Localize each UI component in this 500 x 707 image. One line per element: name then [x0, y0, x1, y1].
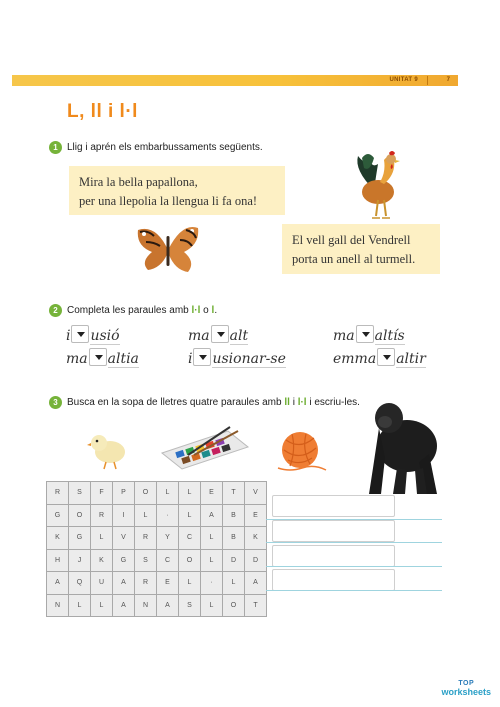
page-title: L, ll i l·l	[67, 101, 138, 122]
grid-cell[interactable]: G	[47, 504, 69, 527]
grid-row	[47, 572, 267, 595]
word-3-before: ma	[333, 328, 355, 344]
top-worksheets-logo	[441, 680, 491, 697]
grid-cell[interactable]: L	[91, 594, 113, 617]
answer-line-2	[266, 542, 442, 543]
grid-cell[interactable]: U	[91, 572, 113, 595]
answer-input-3[interactable]	[272, 545, 395, 567]
logo-bottom: worksheets	[441, 687, 491, 697]
grid-cell[interactable]: K	[91, 549, 113, 572]
option-ll-dot: l·l	[191, 305, 201, 316]
logo-top: TOP	[458, 680, 475, 687]
word-1-dropdown[interactable]	[71, 325, 89, 343]
word-search-grid	[46, 481, 267, 617]
grid-cell[interactable]: ·	[201, 572, 223, 595]
grid-row	[47, 527, 267, 550]
rooster-image	[344, 150, 408, 222]
grid-cell[interactable]: A	[113, 572, 135, 595]
chick-image	[86, 430, 130, 470]
grid-cell[interactable]: E	[157, 572, 179, 595]
grid-cell[interactable]: R	[47, 482, 69, 505]
grid-cell[interactable]: L	[201, 549, 223, 572]
exercise-2-text-post: .	[214, 305, 218, 316]
grid-cell[interactable]: L	[157, 482, 179, 505]
grid-cell[interactable]: D	[223, 549, 245, 572]
tongue-twister-2-line-2: porta un anell al turmell.	[292, 252, 416, 266]
word-6-after: altir	[396, 350, 426, 367]
grid-cell[interactable]: N	[47, 594, 69, 617]
word-5-after: usionar-se	[212, 350, 286, 367]
unit-banner	[12, 75, 458, 86]
word-5-dropdown[interactable]	[193, 348, 211, 366]
grid-cell[interactable]: L	[179, 482, 201, 505]
grid-cell[interactable]: K	[245, 527, 267, 550]
grid-cell[interactable]: G	[113, 549, 135, 572]
grid-cell[interactable]: L	[179, 572, 201, 595]
grid-cell[interactable]: A	[245, 572, 267, 595]
option-l: l	[211, 305, 215, 316]
answer-input-1[interactable]	[272, 495, 395, 517]
gorilla-image	[363, 398, 445, 498]
word-4-dropdown[interactable]	[89, 348, 107, 366]
word-6	[333, 350, 426, 368]
exercise-1-instruction: Llig i aprén els embarbussaments següents.	[67, 142, 263, 153]
grid-cell[interactable]: C	[179, 527, 201, 550]
option-ll-dot: l·l	[297, 397, 307, 408]
word-3-after: altís	[374, 327, 405, 344]
word-1-before: i	[66, 328, 71, 344]
grid-cell[interactable]: T	[223, 482, 245, 505]
grid-cell[interactable]: V	[245, 482, 267, 505]
word-4-before: ma	[66, 351, 88, 367]
tongue-twister-2-line-1: El vell gall del Vendrell	[292, 233, 411, 247]
grid-cell[interactable]: O	[223, 594, 245, 617]
word-2	[188, 327, 248, 345]
option-ll: ll	[284, 397, 290, 408]
grid-cell[interactable]: A	[113, 594, 135, 617]
grid-cell[interactable]: L	[91, 527, 113, 550]
tongue-twister-1-line-2: per una llepolia la llengua li fa ona!	[79, 194, 258, 208]
grid-cell[interactable]: P	[113, 482, 135, 505]
tongue-twister-box-1	[69, 166, 285, 215]
grid-row	[47, 549, 267, 572]
exercise-2-text-pre: Completa les paraules amb	[67, 305, 192, 316]
grid-cell[interactable]: L	[135, 504, 157, 527]
grid-cell[interactable]: L	[223, 572, 245, 595]
grid-cell[interactable]: C	[157, 549, 179, 572]
answer-input-2[interactable]	[272, 520, 395, 542]
grid-cell[interactable]: Y	[157, 527, 179, 550]
exercise-1-number: 1	[49, 141, 62, 154]
grid-cell[interactable]: H	[47, 549, 69, 572]
yarn-ball-image	[272, 428, 330, 474]
exercise-2-instruction	[67, 305, 217, 316]
watercolor-paints-image	[158, 425, 252, 471]
exercise-3-text-post: i escriu-les.	[306, 397, 360, 408]
exercise-2-number: 2	[49, 304, 62, 317]
grid-cell[interactable]: D	[245, 549, 267, 572]
word-6-dropdown[interactable]	[377, 348, 395, 366]
grid-cell[interactable]: B	[223, 527, 245, 550]
grid-cell[interactable]: ·	[157, 504, 179, 527]
exercise-2-text-mid: o	[200, 305, 212, 316]
answer-line-4	[266, 590, 442, 591]
word-6-before: emma	[333, 351, 377, 367]
grid-cell[interactable]: S	[135, 549, 157, 572]
word-3-dropdown[interactable]	[356, 325, 374, 343]
grid-cell[interactable]: T	[245, 594, 267, 617]
word-4	[66, 350, 139, 368]
grid-cell[interactable]: Q	[69, 572, 91, 595]
grid-cell[interactable]: A	[47, 572, 69, 595]
word-2-after: alt	[229, 327, 249, 344]
exercise-3-number: 3	[49, 396, 62, 409]
grid-cell[interactable]: O	[135, 482, 157, 505]
grid-cell[interactable]: A	[201, 504, 223, 527]
grid-cell[interactable]: R	[135, 527, 157, 550]
grid-cell[interactable]: S	[179, 594, 201, 617]
word-2-dropdown[interactable]	[211, 325, 229, 343]
grid-cell[interactable]: O	[69, 504, 91, 527]
grid-cell[interactable]: R	[135, 572, 157, 595]
word-1	[66, 327, 120, 345]
unit-label: UNITAT 9	[389, 77, 418, 83]
grid-cell[interactable]: O	[179, 549, 201, 572]
grid-cell[interactable]: E	[245, 504, 267, 527]
grid-cell[interactable]: N	[135, 594, 157, 617]
banner-divider	[427, 76, 428, 85]
word-1-after: usió	[90, 327, 120, 344]
grid-cell[interactable]: L	[201, 527, 223, 550]
tongue-twister-box-2	[282, 224, 440, 274]
grid-cell[interactable]: J	[69, 549, 91, 572]
exercise-3-text-pre: Busca en la sopa de lletres quatre paraules amb	[67, 397, 285, 408]
page-number: 7	[446, 77, 450, 83]
grid-cell[interactable]: K	[47, 527, 69, 550]
grid-cell[interactable]: I	[113, 504, 135, 527]
grid-cell[interactable]: E	[201, 482, 223, 505]
tongue-twister-1-line-1: Mira la bella papallona,	[79, 175, 198, 189]
exercise-3-instruction	[67, 397, 360, 408]
word-4-after: altia	[107, 350, 139, 367]
answer-input-4[interactable]	[272, 569, 395, 591]
grid-cell[interactable]: S	[69, 482, 91, 505]
answer-line-3	[266, 566, 442, 567]
word-5-before: i	[188, 351, 193, 367]
grid-row	[47, 482, 267, 505]
word-3	[333, 327, 405, 345]
word-2-before: ma	[188, 328, 210, 344]
grid-cell[interactable]: F	[91, 482, 113, 505]
grid-cell[interactable]: R	[91, 504, 113, 527]
grid-cell[interactable]: L	[201, 594, 223, 617]
grid-cell[interactable]: G	[69, 527, 91, 550]
exercise-3-text-mid: i	[289, 397, 298, 408]
grid-row	[47, 594, 267, 617]
word-5	[188, 350, 286, 368]
grid-cell[interactable]: L	[69, 594, 91, 617]
butterfly-image	[134, 222, 202, 278]
grid-cell[interactable]: B	[223, 504, 245, 527]
grid-row	[47, 504, 267, 527]
grid-cell[interactable]: V	[113, 527, 135, 550]
grid-cell[interactable]: A	[157, 594, 179, 617]
grid-cell[interactable]: L	[179, 504, 201, 527]
